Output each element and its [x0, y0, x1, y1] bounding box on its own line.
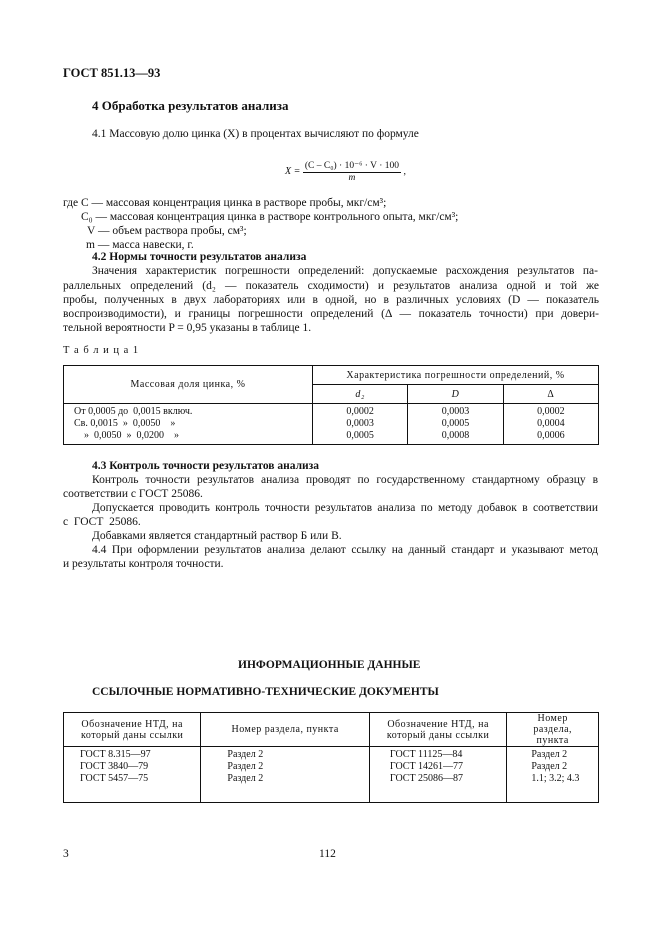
formula-tail: , — [403, 165, 407, 177]
table-1-D-1: 0,0003 — [441, 406, 470, 417]
paragraph-4-3-line-4: с ГОСТ 25086. — [63, 516, 141, 528]
table-1-range-1: От 0,0005 до 0,0015 включ. — [74, 406, 193, 417]
footer-left-number: 3 — [63, 848, 69, 860]
table-1-header-d2: d₂ — [313, 385, 408, 404]
ref-col-4 — [507, 747, 599, 803]
ref-c3-1: ГОСТ 11125—84 — [389, 749, 463, 760]
table-1-D-values — [408, 404, 503, 445]
ref-header-3: Обозначение НТД, на который даны ссылки — [369, 713, 506, 747]
info-title: ИНФОРМАЦИОННЫЕ ДАННЫЕ — [238, 659, 421, 671]
table-1-D-2: 0,0005 — [441, 418, 470, 429]
table-1-delta-values — [503, 404, 598, 445]
ref-col-1 — [64, 747, 201, 803]
formula — [285, 160, 406, 183]
table-1-d2-values — [313, 404, 408, 445]
ref-c3-2: ГОСТ 14261—77 — [389, 761, 464, 772]
page-number: 112 — [319, 848, 336, 860]
formula-numerator: (C – C₀) · 10⁻⁶ · V · 100 — [304, 161, 400, 171]
definition-c0: C₀ — массовая концентрация цинка в растворе контрольного опыта, мкг/см³; — [81, 211, 459, 223]
paragraph-4-3-line-3: Допускается проводить контроль точности результатов анализа по методу добавок в соответствии — [92, 502, 598, 514]
ref-c4-3: 1.1; 3.2; 4.3 — [531, 773, 580, 784]
definition-c: где C — массовая концентрация цинка в растворе пробы, мкг/см³; — [63, 197, 387, 209]
ref-col-3 — [369, 747, 506, 803]
table-1-ranges — [64, 404, 313, 445]
table-1-caption: Т а б л и ц а 1 — [63, 345, 140, 356]
paragraph-4-2-line-1: Значения характеристик погрешности определений: допускаемые расхождения результатов па- — [92, 265, 598, 277]
formula-fraction — [303, 160, 401, 183]
paragraph-4-1: 4.1 Массовую долю цинка (X) в процентах вычисляют по формуле — [92, 128, 419, 140]
table-1 — [63, 365, 599, 445]
paragraph-4-4-line-1: 4.4 При оформлении результатов анализа делают ссылку на данный стандарт и указывают метод — [92, 544, 598, 556]
ref-c2-1: Раздел 2 — [227, 749, 264, 760]
table-1-delta-3: 0,0006 — [537, 430, 565, 441]
table-1-header-D: D — [408, 385, 503, 404]
ref-c2-3: Раздел 2 — [227, 773, 264, 784]
formula-lhs: X = — [285, 165, 301, 177]
definition-m: m — масса навески, г. — [86, 239, 194, 251]
ref-c1-2: ГОСТ 3840—79 — [80, 761, 149, 772]
paragraph-4-3-line-1: Контроль точности результатов анализа проводят по государственному стандартному образцу в — [92, 474, 598, 486]
paragraph-4-2-line-5: тельной вероятности P = 0,95 указаны в таблице 1. — [63, 322, 312, 334]
table-1-header-group: Характеристика погрешности определений, % — [313, 366, 599, 385]
paragraph-4-4-line-2: и результаты контроля точности. — [63, 558, 224, 570]
ref-c4-1: Раздел 2 — [531, 749, 568, 760]
table-1-delta-1: 0,0002 — [537, 406, 565, 417]
paragraph-4-3-line-5: Добавками является стандартный раствор Б или В. — [92, 530, 342, 542]
ref-c1-1: ГОСТ 8.315—97 — [80, 749, 151, 760]
section-4-title: 4 Обработка результатов анализа — [92, 98, 289, 113]
table-1-range-2: Св. 0,0015 » 0,0050 » — [74, 418, 176, 429]
table-1-d2-1: 0,0002 — [346, 406, 374, 417]
paragraph-4-2-line-4: воспроизводимости), и границы погрешности определений (Δ — показатель точности) при довери- — [63, 308, 599, 320]
paragraph-4-2-line-3: пробы, полученных в двух лабораториях или в одной, но в различных условиях (D — показатель — [63, 294, 599, 306]
ref-col-2 — [201, 747, 370, 803]
ref-c1-3: ГОСТ 5457—75 — [80, 773, 149, 784]
ref-c4-2: Раздел 2 — [531, 761, 568, 772]
definition-v: V — объем раствора пробы, см³; — [87, 225, 247, 237]
table-1-range-3: » 0,0050 » 0,0200 » — [74, 430, 179, 441]
table-1-header-delta: Δ — [503, 385, 598, 404]
formula-denominator: m — [348, 173, 356, 183]
document-header: ГОСТ 851.13—93 — [63, 66, 161, 80]
paragraph-4-3-line-2: соответствии с ГОСТ 25086. — [63, 488, 203, 500]
section-4-2-title: 4.2 Нормы точности результатов анализа — [92, 251, 307, 263]
ref-header-2: Номер раздела, пункта — [201, 713, 370, 747]
table-1-d2-3: 0,0005 — [346, 430, 374, 441]
ref-header-1: Обозначение НТД, на который даны ссылки — [64, 713, 201, 747]
paragraph-4-2-line-2: раллельных определений (d₂ — показатель сходимости) и результатов анализа одной и той же — [63, 280, 599, 292]
references-table — [63, 712, 599, 803]
section-4-3-title: 4.3 Контроль точности результатов анализа — [92, 460, 320, 472]
table-1-D-3: 0,0008 — [441, 430, 470, 441]
table-1-d2-2: 0,0003 — [346, 418, 374, 429]
table-1-header-mass-fraction: Массовая доля цинка, % — [64, 366, 313, 404]
ref-c3-3: ГОСТ 25086—87 — [389, 773, 464, 784]
ref-header-4: Номер раздела, пункта — [507, 713, 599, 747]
ref-c2-2: Раздел 2 — [227, 761, 264, 772]
info-subtitle: ССЫЛОЧНЫЕ НОРМАТИВНО-ТЕХНИЧЕСКИЕ ДОКУМЕНТЫ — [92, 686, 439, 698]
table-1-delta-2: 0,0004 — [537, 418, 565, 429]
